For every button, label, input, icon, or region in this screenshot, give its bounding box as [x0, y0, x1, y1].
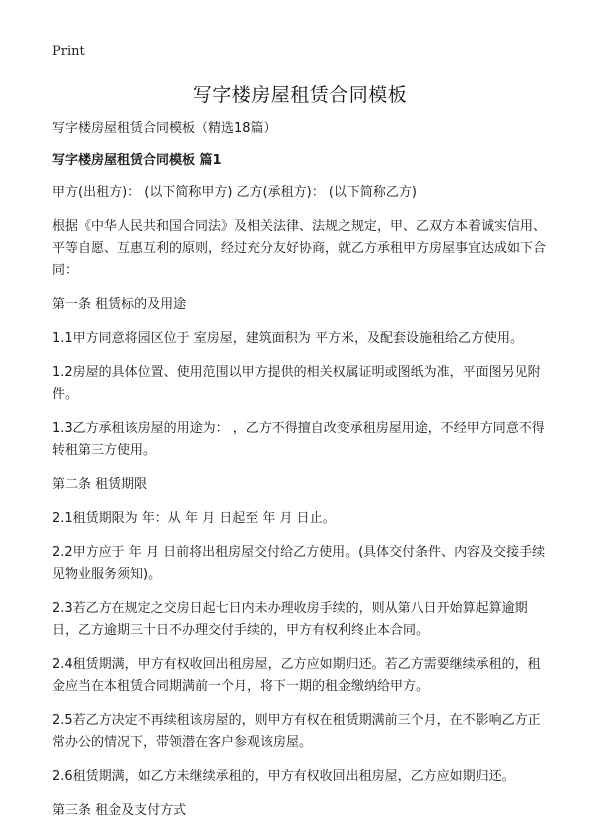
article-1-heading: 第一条 租赁标的及用途 [52, 297, 187, 312]
clause-2-5: 2.5若乙方决定不再续租该房屋的，则甲方有权在租赁期满前三个月，在不影响乙方正常办公的情况下，带领潜在客户参观该房屋。 [52, 713, 541, 750]
clause-1-2: 1.2房屋的具体位置、使用范围以甲方提供的相关权属证明或图纸为准，平面图另见附件。 [52, 365, 541, 402]
article-2-heading: 第二条 租赁期限 [52, 477, 148, 492]
clause-2-1: 2.1租赁期限为 年：从 年 月 日起至 年 月 日止。 [52, 511, 336, 526]
clause-1-1: 1.1甲方同意将园区位于 室房屋，建筑面积为 平方米，及配套设施租给乙方使用。 [52, 331, 523, 346]
paragraph-preamble: 根据《中华人民共和国合同法》及相关法律、法规之规定，甲、乙双方本着诚实信用、平等自愿、互惠互利的原则，经过充分友好协商，就乙方承租甲方房屋事宜达成如下合同： [52, 219, 547, 278]
article-3-heading: 第三条 租金及支付方式 [52, 803, 187, 818]
document-subtitle: 写字楼房屋租赁合同模板（精选18篇） [52, 121, 277, 136]
page-title: 写字楼房屋租赁合同模板 [192, 84, 408, 106]
clause-2-2: 2.2甲方应于 年 月 日前将出租房屋交付给乙方使用。(具体交付条件、内容及交接手续见物业服务须知)。 [52, 545, 546, 582]
clause-2-6: 2.6租赁期满，如乙方未继续承租的，甲方有权收回出租房屋，乙方应如期归还。 [52, 769, 515, 784]
clause-2-3: 2.3若乙方在规定之交房日起七日内未办理收房手续的，则从第八日开始算起算逾期日，乙方逾期三十日不办理交付手续的，甲方有权利终止本合同。 [52, 601, 528, 638]
clause-2-4: 2.4租赁期满，甲方有权收回出租房屋，乙方应如期归还。若乙方需要继续承租的，租金应当在本租赁合同期满前一个月，将下一期的租金缴纳给甲方。 [52, 657, 541, 694]
clause-1-3: 1.3乙方承租该房屋的用途为： ，乙方不得擅自改变承租房屋用途，不经甲方同意不得转租第三方使用。 [52, 421, 545, 458]
paragraph-parties: 甲方(出租方)： (以下简称甲方) 乙方(承租方)： (以下简称乙方) [52, 185, 417, 200]
section-heading: 写字楼房屋租赁合同模板 篇1 [52, 153, 222, 168]
print-label: Print [52, 44, 85, 59]
document-body [52, 118, 550, 834]
